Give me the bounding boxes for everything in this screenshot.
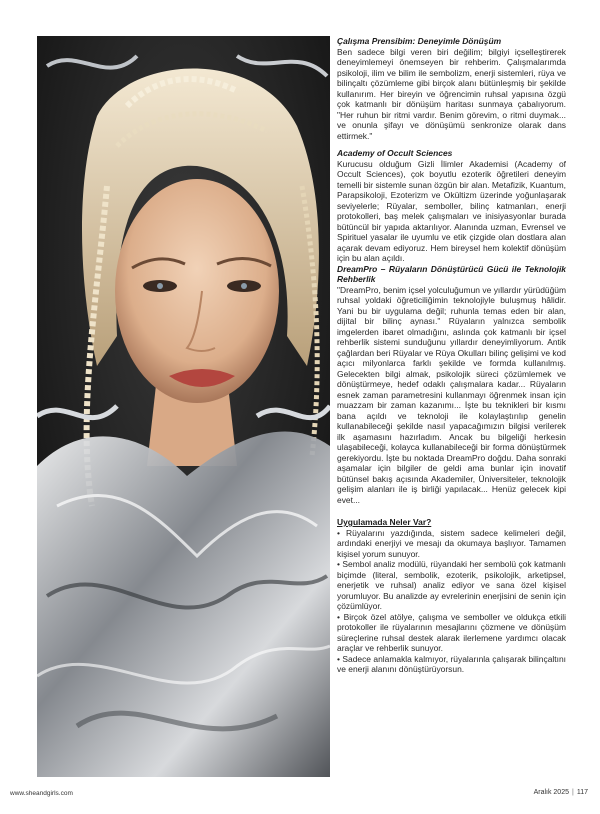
- feature-bullet: • Birçok özel atölye, çalışma ve semboller ve oldukça etkili protokoller ile rüyalarının mesajlarını çözmene ve dönüşüm süreçlerine ruhsal destek alarak ilerlemene yardımcı olacak araçlar ve rehberlik sunuyor.: [337, 611, 566, 653]
- section-heading-features: Uygulamada Neler Var?: [337, 517, 432, 527]
- footer-issue-date: Aralık 2025: [533, 789, 569, 796]
- feature-bullet: • Sadece anlamakla kalmıyor, rüyalarınla çalışarak bilinçaltını ve enerji alanını dönüştürüyorsun.: [337, 653, 566, 674]
- footer-separator: |: [572, 789, 574, 796]
- portrait-illustration: [37, 36, 330, 777]
- section-paragraph-dreampro: "DreamPro, benim içsel yolculuğumun ve yıllardır yürüdüğüm ruhsal yoldaki öğreticiliğimin teknolojiyle buluşmuş hâlidir. Yani bu bir uygulama değil; ruhunla temas eden bir alan, dijital bir bilinç aynası." Rüyaların yalnızca sembolik imgelerden ibaret olmadığını, aslında çok katmanlı bir içsel rehberlik sistemi sunduğunu yıllardır deneyimliyorum. Antik çağlardan beri Rüyalar ve Rüya Okulları bilinç gelişimi ve kod açıcı milyonlarca farklı şekilde ve formda kullanılmış. Gelecekten bilgi almak, psikolojik süreci çözümlemek ve dönüştürmeye, hedef odaklı çalışmalara kadar... Rüyaların esnek zaman parametresini kullanmayı öğrenmek insan için muazzam bir zaman kazanımı... İşte bu teknikleri bir kısmı bana açıldı ve teknoloji ile kolaylaştırılıp genelin kullanabileceği şekilde nasıl yapacağımızın bilgisi verilerek ilk aşamasını hazırladım. Ancak bu bilgeliği herkesin ulaşabileceği, kolayca kullanabileceği bir forma dönüştürmek gerekiyordu. İşte bu noktada DreamPro doğdu. Daha sonraki aşamalar için bilgiler de geldi ama bunlar için inovatif bütünsel bakış açısında Akademiler, Üniversiteler, teknolojik gelişim alanları ile iş birliği yapılacak... Henüz gelecek kipi evet...: [337, 284, 566, 505]
- section-heading-principle: Çalışma Prensibim: Deneyimle Dönüşüm: [337, 36, 502, 46]
- article-column: [337, 36, 566, 675]
- section-heading-dreampro: DreamPro – Rüyaların Dönüştürücü Gücü ile Teknolojik Rehberlik: [337, 263, 566, 284]
- footer-website[interactable]: www.sheandgirls.com: [10, 790, 73, 797]
- portrait-photo: [37, 36, 330, 777]
- feature-bullet: • Sembol analiz modülü, rüyandaki her sembolü çok katmanlı biçimde (literal, sembolik, ezoterik, psikolojik, arketipsel, enerjetik ve ruhsal) analiz ediyor ve sana özel kişisel yorumluyor. Bu analizde ay evrelerinin enerjisini de senin için çözümlüyor.: [337, 559, 566, 611]
- section-paragraph-academy: Kurucusu olduğum Gizli İlimler Akademisi (Academy of Occult Sciences), çok boyutlu ezoterik öğretileri deneyim temelli bir sistemle sunan özgün bir alan. Metafizik, Kuantum, Parapsikoloji, Ezoterizm ve Okültizm üzerinde yoğunlaşarak seviyelerle; Rüyalar, semboller, bilinç katmanları, enerji protokolleri, baş melek çalışmaları ve inisiyasyonlar burada bütüncül bir yapıda aktarılıyor. Alanında uzman, Evrensel ve Spirituel yasalar ile uyumlu ve etik çizgide olan dostlara alan açarak devam ediyoruz. Hem bireysel hem kolektif dönüşüm için bu alan açıldı.: [337, 158, 566, 263]
- section-heading-academy: Academy of Occult Sciences: [337, 148, 453, 158]
- footer-page-number: 117: [576, 789, 588, 796]
- section-paragraph-principle: Ben sadece bilgi veren biri değilim; bilgiyi içselleştirerek deneyimlemeyi önemseyen bir rehberim. Çalışmalarımda psikoloji, ilim ve bilim ile sembolizm, enerji sistemleri, rüya ve bilinçaltı çözümleme gibi birçok alanı bütünleşmiş bir şekilde kullanırım. Her bireyin ve öğrencimin ruhsal yapısına özgü çok katmanlı bir dönüşüm haritası sunmaya çabalıyorum. "Her ruhun bir ritmi vardır. Benim görevim, o ritmi duymak... ve onunla şifayı ve dönüşümü senkronize olarak dans ettirmek.": [337, 46, 566, 141]
- footer-issue-info: [534, 789, 588, 796]
- feature-bullet: • Rüyalarını yazdığında, sistem sadece kelimeleri değil, ardındaki enerjiyi ve mesajı da okumaya başlıyor. Tamamen kişisel yorum sunuyor.: [337, 527, 566, 559]
